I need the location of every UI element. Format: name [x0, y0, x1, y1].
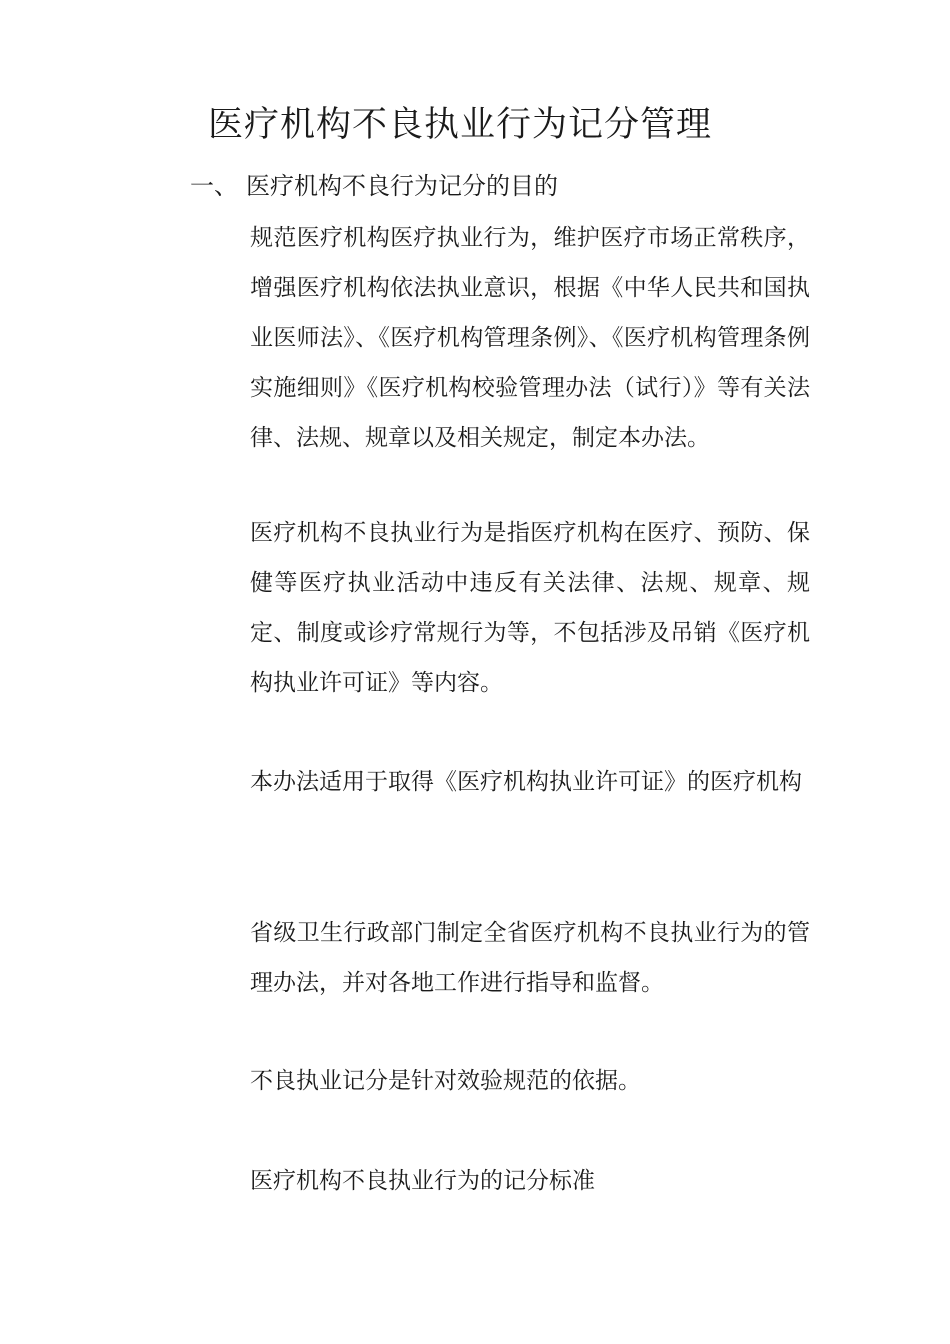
paragraph-provincial-authority: 省级卫生行政部门制定全省医疗机构不良执业行为的管理办法，并对各地工作进行指导和监督。 [250, 920, 810, 996]
document-title: 医疗机构不良执业行为记分管理 [207, 105, 712, 145]
section-heading [190, 168, 558, 204]
paragraph-scope: 本办法适用于取得《医疗机构执业许可证》的医疗机构 [250, 769, 802, 795]
paragraph-scoring-basis: 不良执业记分是针对效验规范的依据。 [250, 1068, 641, 1094]
paragraph-purpose: 规范医疗机构医疗执业行为，维护医疗市场正常秩序，增强医疗机构依法执业意识，根据《中华人民共和国执业医师法》、《医疗机构管理条例》、《医疗机构管理条例实施细则》《医疗机构校验管理办法（试行）》等有关法律、法规、规章以及相关规定，制定本办法。 [250, 225, 810, 451]
section-number: 一、 [190, 172, 238, 200]
paragraph-scoring-standard: 医疗机构不良执业行为的记分标准 [250, 1168, 595, 1194]
paragraph-definition: 医疗机构不良执业行为是指医疗机构在医疗、预防、保健等医疗执业活动中违反有关法律、法规、规章、规定、制度或诊疗常规行为等，不包括涉及吊销《医疗机构执业许可证》等内容。 [250, 520, 810, 696]
section-heading-text: 医疗机构不良行为记分的目的 [246, 172, 558, 200]
